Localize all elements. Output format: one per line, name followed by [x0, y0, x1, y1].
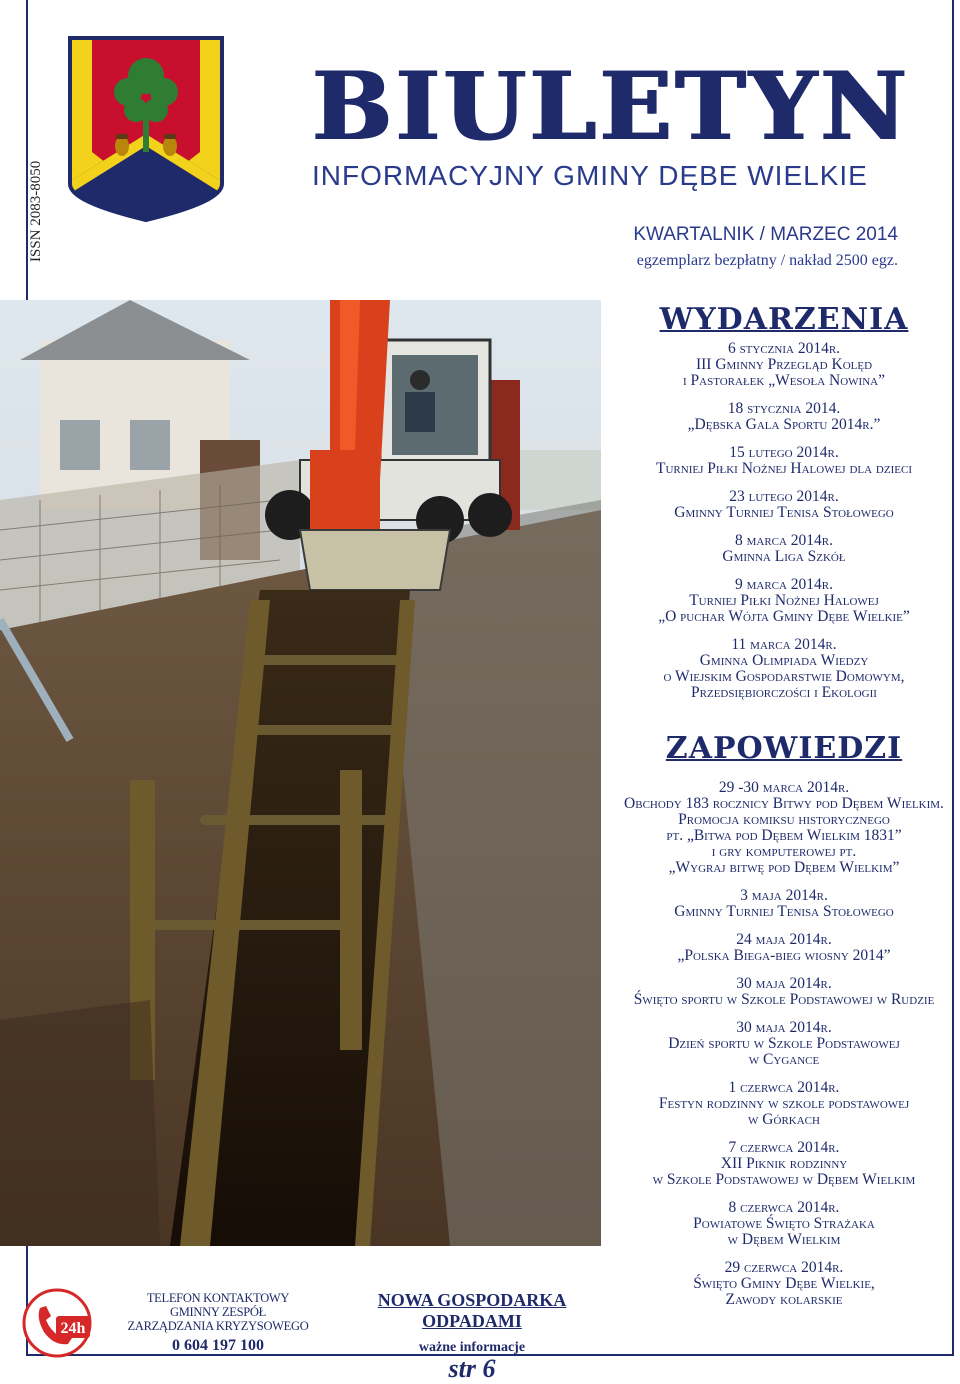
edition-label: egzemplarz bezpłatny / nakład 2500 egz. [636, 252, 898, 269]
emergency-contact [22, 1285, 322, 1359]
masthead [312, 52, 912, 192]
zapowiedzi-heading: ZAPOWIEDZI [665, 731, 903, 766]
list-item: 11 marca 2014r. Gminna Olimpiada Wiedzy o Wiejskim Gospodarstwie Domowym, Przedsiębiorczości i Ekologii [663, 636, 905, 701]
feature-teaser [334, 1290, 610, 1384]
list-item: 3 maja 2014r. Gminny Turniej Tenisa Stołowego [674, 887, 894, 920]
events-column [608, 300, 960, 1320]
zapowiedzi-list [608, 780, 960, 1308]
list-item: 30 maja 2014r. Dzień sportu w Szkole Podstawowej w Cygance [668, 1019, 900, 1068]
feature-note: ważne informacje [418, 1340, 526, 1355]
list-item: 29 czerwca 2014r. Święto Gminy Dębe Wielkie, Zawody kolarskie [693, 1259, 875, 1308]
list-item: 1 czerwca 2014r. Festyn rodzinny w szkole podstawowej w Górkach [658, 1079, 910, 1128]
contact-block [118, 1291, 318, 1355]
list-item: 8 marca 2014r. Gminna Liga Szkół [722, 532, 846, 565]
list-item: 24 maja 2014r. „Polska Biega-bieg wiosny 2014” [677, 931, 891, 964]
contact-phone: 0 604 197 100 [172, 1337, 264, 1354]
issue-label: KWARTALNIK / MARZEC 2014 [633, 224, 898, 245]
list-item: 6 stycznia 2014r. III Gminny Przegląd Kolęd i Pastorałek „Wesoła Nowina” [682, 340, 885, 389]
wydarzenia-heading: WYDARZENIA [659, 302, 909, 337]
list-item: 7 czerwca 2014r. XII Piknik rodzinny w Szkole Podstawowej w Dębem Wielkim [652, 1139, 916, 1188]
magazine-title: BIULETYN [312, 52, 911, 162]
contact-line: TELEFON KONTAKTOWY [146, 1291, 290, 1305]
list-item: 8 czerwca 2014r. Powiatowe Święto Strażaka w Dębem Wielkim [693, 1199, 875, 1248]
list-item: 18 stycznia 2014. „Dębska Gala Sportu 2014r.” [687, 400, 881, 433]
badge-label: 24h [60, 1320, 86, 1337]
wydarzenia-list [608, 341, 960, 701]
magazine-subtitle: INFORMACYJNY GMINY DĘBE WIELKIE [312, 160, 868, 191]
feature-headline: NOWA GOSPODARKA ODPADAMI [377, 1290, 567, 1331]
issue-info [633, 224, 898, 270]
contact-line: ZARZĄDZANIA KRYZYSOWEGO [127, 1319, 309, 1333]
issn-label: ISSN 2083-8050 [28, 160, 44, 262]
feature-page: str 6 [448, 1354, 496, 1383]
coat-of-arms [66, 34, 226, 224]
list-item: 30 maja 2014r. Święto sportu w Szkole Podstawowej w Rudzie [633, 975, 935, 1008]
list-item: 29 -30 marca 2014r. Obchody 183 rocznicy Bitwy pod Dębem Wielkim. Promocja komiksu historycznego pt. „Bitwa pod Dębem Wielkim 1831” i gry komputerowej pt. „Wygraj bitwę pod Dębem Wielkim” [624, 779, 944, 876]
cover-photo [0, 300, 601, 1246]
list-item: 23 lutego 2014r. Gminny Turniej Tenisa Stołowego [674, 488, 894, 521]
contact-line: GMINNY ZESPÓŁ [170, 1305, 266, 1319]
phone-24h-icon [22, 1288, 92, 1358]
list-item: 15 lutego 2014r. Turniej Piłki Nożnej Halowej dla dzieci [656, 444, 912, 477]
list-item: 9 marca 2014r. Turniej Piłki Nożnej Halowej „O puchar Wójta Gminy Dębe Wielkie” [658, 576, 910, 625]
